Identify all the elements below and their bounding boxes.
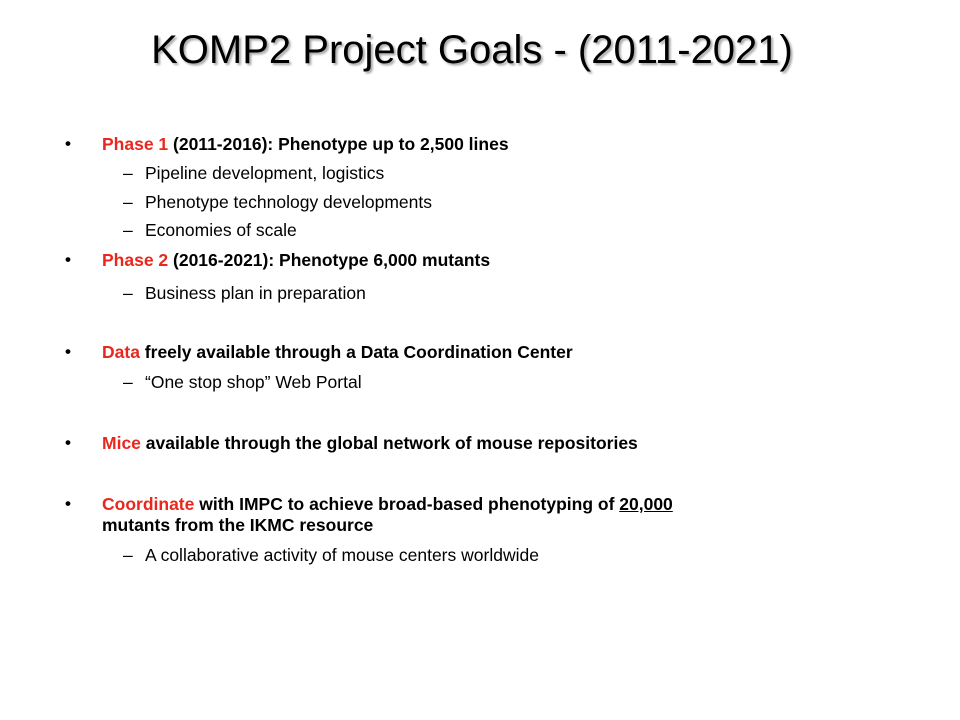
sub-item-text: Business plan in preparation	[145, 283, 366, 303]
dash-icon: –	[123, 220, 133, 240]
bullet-text	[102, 432, 638, 455]
bullet-text	[102, 133, 509, 156]
dash-icon: –	[123, 283, 133, 303]
bullet-text	[102, 341, 573, 364]
bullet-rest: (2011-2016): Phenotype up to 2,500 lines	[168, 134, 509, 154]
bullet-text	[102, 249, 490, 272]
bullet-icon: •	[65, 250, 71, 269]
sub-item-text: Pipeline development, logistics	[145, 163, 385, 183]
bullet-rest: available through the global network of mouse repositories	[140, 433, 638, 453]
sub-item-text: Economies of scale	[145, 220, 297, 240]
dash-icon: –	[123, 163, 133, 183]
dash-icon: –	[123, 372, 133, 392]
bullet-icon: •	[65, 494, 71, 513]
bullet-keyword: Coordinate	[102, 494, 195, 514]
bullet-text-line2: mutants from the IKMC resource	[102, 515, 374, 535]
bullet-keyword: Mice	[102, 433, 141, 453]
bullet-keyword: Phase 2	[102, 250, 169, 270]
bullet-underlined-number: 20,000	[619, 494, 673, 514]
dash-icon: –	[123, 192, 133, 212]
bullet-rest: (2016-2021): Phenotype 6,000 mutants	[168, 250, 491, 270]
bullet-rest: with IMPC to achieve broad-based phenotyping of	[194, 494, 620, 514]
sub-item-text: Phenotype technology developments	[145, 192, 433, 212]
bullet-icon: •	[65, 433, 71, 452]
bullet-rest: freely available through a Data Coordination Center	[139, 342, 573, 362]
bullet-keyword: Phase 1	[102, 134, 169, 154]
slide-title: KOMP2 Project Goals - (2011-2021)	[151, 28, 793, 72]
bullet-text	[102, 493, 673, 516]
dash-icon: –	[123, 545, 133, 565]
sub-item-text: A collaborative activity of mouse centers worldwide	[145, 545, 539, 565]
bullet-keyword: Data	[102, 342, 140, 362]
bullet-icon: •	[65, 342, 71, 361]
bullet-icon: •	[65, 134, 71, 153]
sub-item-text: “One stop shop” Web Portal	[145, 372, 362, 392]
